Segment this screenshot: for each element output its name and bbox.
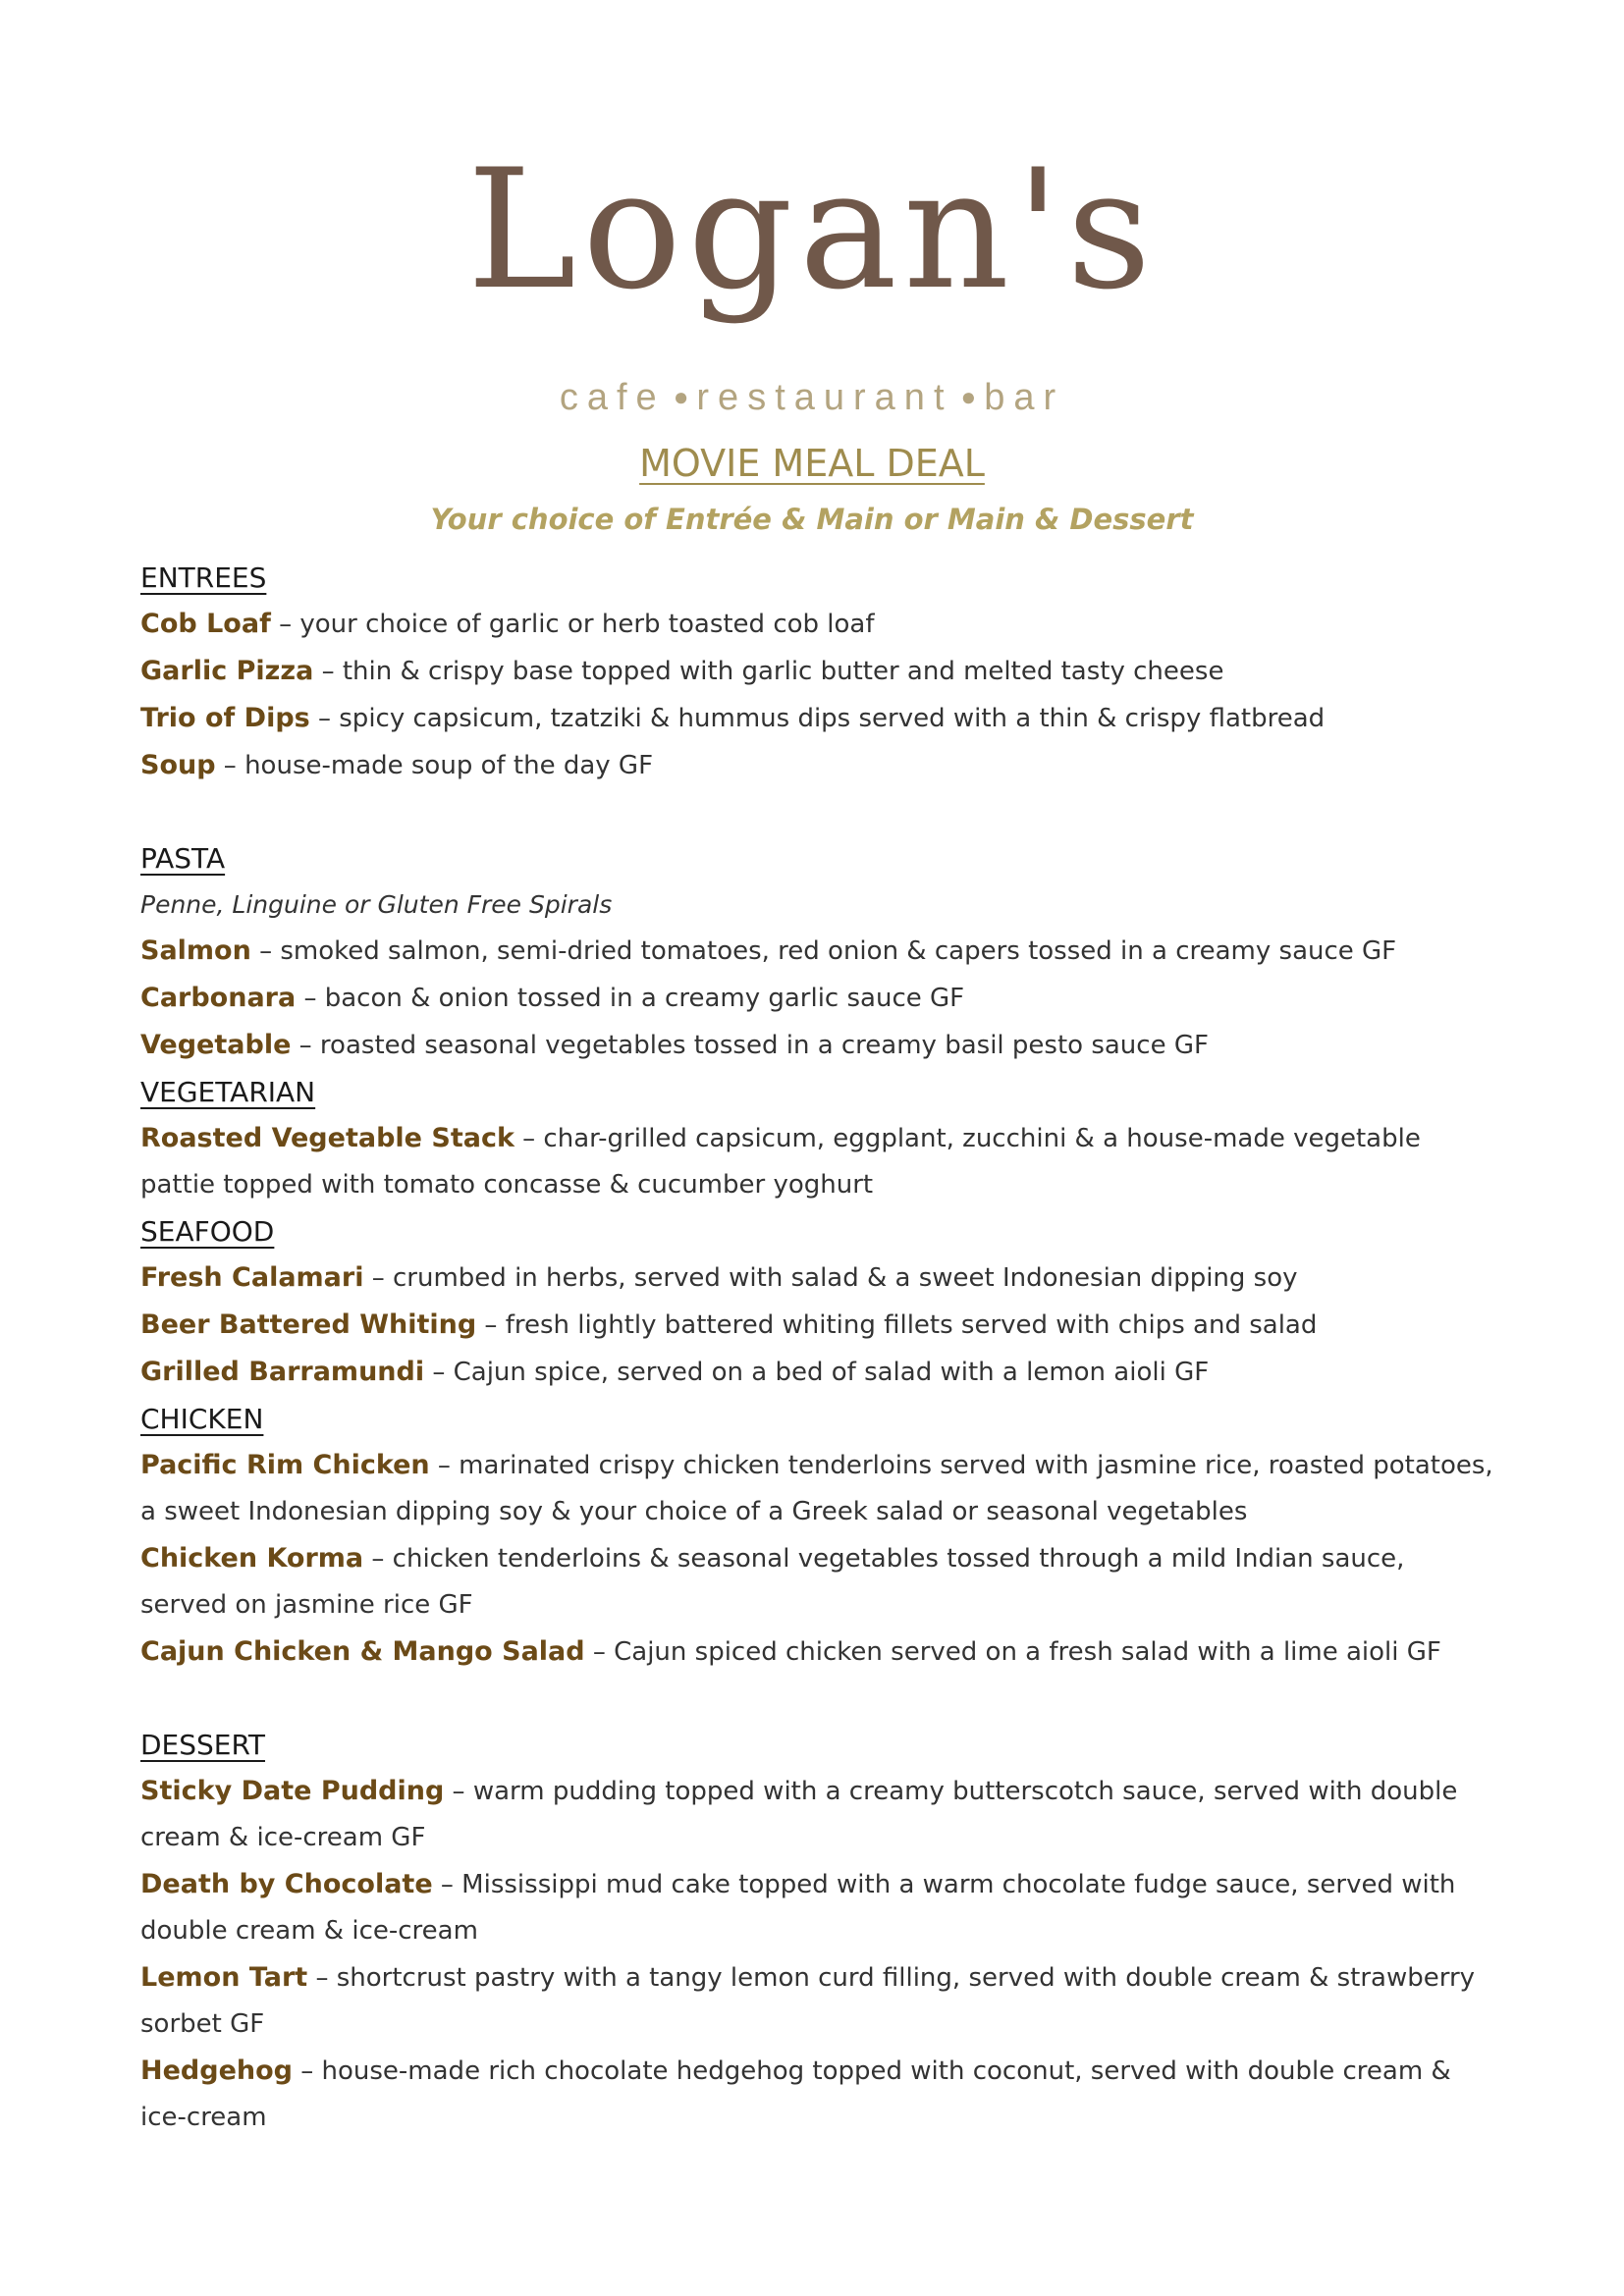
- menu-item: [140, 695, 1495, 742]
- item-name: Garlic Pizza: [140, 656, 314, 686]
- spacer: [140, 1676, 1495, 1722]
- item-name: Beer Battered Whiting: [140, 1309, 477, 1340]
- menu-item: [140, 1349, 1495, 1396]
- item-desc: – marinated crispy chicken tenderloins served with jasmine rice, roasted potatoes, a sweet Indonesian dipping soy & your choice of a Greek salad or seasonal vegetables: [140, 1451, 1493, 1526]
- menu-item: [140, 1442, 1495, 1535]
- item-name: Vegetable: [140, 1030, 292, 1060]
- logo-text: Logan's: [466, 133, 1158, 326]
- item-desc: – Mississippi mud cake topped with a warm chocolate fudge sauce, served with double cream & ice-cream: [140, 1870, 1456, 1946]
- section-heading-chicken: CHICKEN: [140, 1403, 264, 1435]
- item-desc: – roasted seasonal vegetables tossed in a creamy basil pesto sauce GF: [291, 1031, 1209, 1060]
- item-name: Pacific Rim Chicken: [140, 1450, 430, 1480]
- item-name: Cajun Chicken & Mango Salad: [140, 1636, 585, 1667]
- item-name: Salmon: [140, 935, 251, 966]
- item-desc: – shortcrust pastry with a tangy lemon curd filling, served with double cream & strawberry sorbet GF: [140, 1963, 1476, 2039]
- tagline-dot-icon: ●: [673, 382, 689, 411]
- menu-item: [140, 975, 1495, 1022]
- item-name: Sticky Date Pudding: [140, 1776, 445, 1806]
- section-heading-vegetarian: VEGETARIAN: [140, 1076, 316, 1108]
- item-name: Death by Chocolate: [140, 1869, 433, 1899]
- pasta-note: Penne, Linguine or Gluten Free Spirals: [140, 890, 613, 919]
- item-name: Chicken Korma: [140, 1543, 364, 1574]
- tagline: [0, 377, 1624, 419]
- menu-item: [140, 1022, 1495, 1069]
- tagline-bar: bar: [984, 377, 1065, 418]
- item-desc: – house-made rich chocolate hedgehog topped with coconut, served with double cream & ice-cream: [140, 2056, 1451, 2132]
- menu-item: [140, 648, 1495, 695]
- menu-item: [140, 1861, 1495, 1954]
- item-desc: – Cajun spice, served on a bed of salad with a lemon aioli GF: [424, 1358, 1210, 1387]
- item-desc: – chicken tenderloins & seasonal vegetables tossed through a mild Indian sauce, served on jasmine rice GF: [140, 1544, 1405, 1620]
- menu-item: [140, 1629, 1495, 1676]
- item-name: Trio of Dips: [140, 703, 310, 733]
- menu-item: [140, 1768, 1495, 1861]
- tagline-cafe: cafe: [559, 377, 666, 418]
- item-desc: – thin & crispy base topped with garlic butter and melted tasty cheese: [313, 657, 1224, 686]
- item-desc: – your choice of garlic or herb toasted cob loaf: [270, 610, 875, 639]
- deal-subtitle: Your choice of Entrée & Main or Main & Dessert: [430, 503, 1194, 536]
- spacer: [140, 789, 1495, 835]
- logo: [0, 133, 1624, 326]
- item-name: Carbonara: [140, 983, 297, 1013]
- section-heading-dessert: DESSERT: [140, 1729, 266, 1761]
- menu-item: [140, 1302, 1495, 1349]
- item-desc: – warm pudding topped with a creamy butterscotch sauce, served with double cream & ice-cream GF: [140, 1777, 1458, 1852]
- menu-item: [140, 1535, 1495, 1629]
- section-heading-entrees: ENTREES: [140, 561, 267, 594]
- item-name: Roasted Vegetable Stack: [140, 1123, 514, 1153]
- menu-item: [140, 1115, 1495, 1208]
- item-desc: – Cajun spiced chicken served on a fresh salad with a lime aioli GF: [584, 1637, 1441, 1667]
- menu-item: [140, 601, 1495, 648]
- item-name: Cob Loaf: [140, 609, 271, 639]
- item-desc: – bacon & onion tossed in a creamy garlic sauce GF: [296, 984, 965, 1013]
- item-name: Fresh Calamari: [140, 1262, 364, 1293]
- item-desc: – house-made soup of the day GF: [215, 751, 654, 780]
- menu-item: [140, 1255, 1495, 1302]
- tagline-dot-icon: ●: [960, 382, 977, 411]
- item-desc: – fresh lightly battered whiting fillets served with chips and salad: [476, 1310, 1318, 1340]
- menu-item: [140, 928, 1495, 975]
- deal-title: MOVIE MEAL DEAL: [639, 442, 985, 485]
- item-desc: – crumbed in herbs, served with salad & a sweet Indonesian dipping soy: [363, 1263, 1298, 1293]
- item-desc: – char-grilled capsicum, eggplant, zucchini & a house-made vegetable pattie topped with tomato concasse & cucumber yoghurt: [140, 1124, 1421, 1200]
- item-name: Soup: [140, 750, 216, 780]
- tagline-restaurant: restaurant: [696, 377, 953, 418]
- menu-item: [140, 1954, 1495, 2048]
- item-name: Grilled Barramundi: [140, 1357, 425, 1387]
- section-heading-seafood: SEAFOOD: [140, 1215, 275, 1248]
- section-heading-pasta: PASTA: [140, 842, 226, 875]
- item-name: Lemon Tart: [140, 1962, 308, 1993]
- item-desc: – smoked salmon, semi-dried tomatoes, red onion & capers tossed in a creamy sauce GF: [250, 936, 1397, 966]
- item-desc: – spicy capsicum, tzatziki & hummus dips served with a thin & crispy flatbread: [309, 704, 1326, 733]
- item-name: Hedgehog: [140, 2056, 293, 2086]
- menu: [140, 555, 1495, 2141]
- menu-item: [140, 742, 1495, 789]
- menu-item: [140, 2048, 1495, 2141]
